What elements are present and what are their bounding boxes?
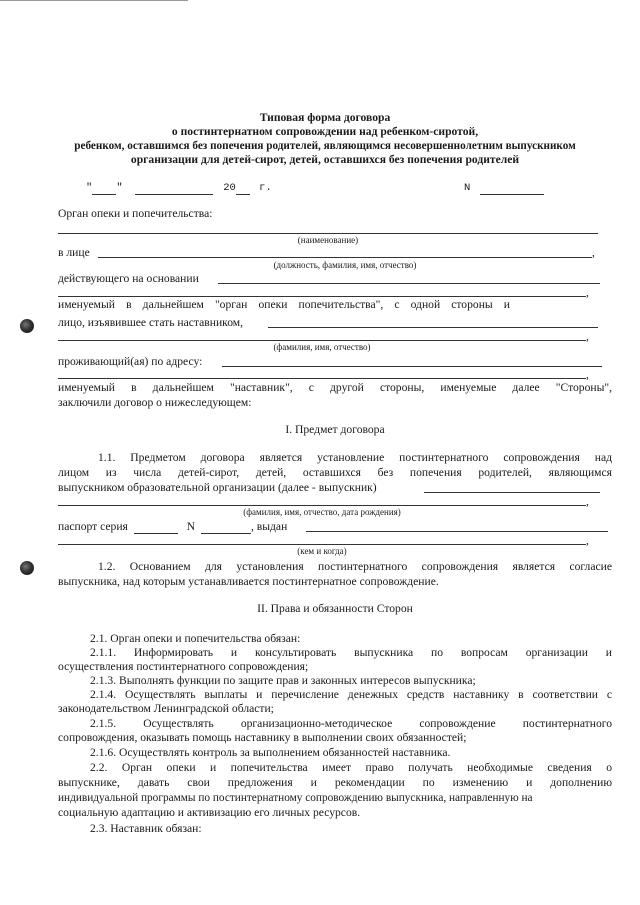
doc-title-line-2: о постинтернатном сопровождении над ребенком-сиротой, [171,125,479,138]
in-person-label: в лице [58,246,90,259]
clause-2-1: 2.1. Орган опеки и попечительства обязан: [90,632,301,645]
clause-2-1-4-line-1: 2.1.4. Осуществлять выплаты и перечисление денежных средств наставнику в соответствии с [90,688,612,701]
month-field[interactable] [135,183,213,195]
concluded-text: заключили договор о нижеследующем: [58,396,252,409]
named-mentor-text: именуемый в дальнейшем "наставник", с другой стороны, именуемые далее "Стороны", [58,381,612,394]
clause-2-1-5-line-2: сопровождения, оказывать помощь наставнику в выполнении своих обязанностей; [58,731,467,744]
address-field[interactable] [222,366,602,367]
clause-2-1-6: 2.1.6. Осуществлять контроль за выполнением обязанностей наставника. [90,746,451,759]
mentor-label: лицо, изъявившее стать наставником, [58,316,244,329]
mentor-field[interactable] [268,327,598,328]
address-field-2[interactable] [58,378,586,379]
basis-label: действующего на основании [58,272,199,285]
scan-edge-line [0,0,188,1]
clause-2-1-3: 2.1.3. Выполнять функции по защите прав и законных интересов выпускника; [90,674,476,687]
clause-2-1-4-line-2: законодательством Ленинградской области; [58,702,274,715]
clause-1-1-line-3: выпускником образовательной организации (далее - выпускник) [58,481,377,494]
clause-1-1-line-2: лицом из числа детей-сирот, детей, оставшихся без попечения родителей, являющимся [58,466,612,479]
clause-2-2-line-4: социальную адаптацию и активизацию его личных ресурсов. [58,806,361,819]
graduate-field-2[interactable] [58,505,586,506]
issued-field[interactable] [306,531,608,532]
clause-2-2-line-2: выпускнике, давать свои предложения и рекомендации по изменению и дополнению [58,776,612,789]
passport-series-field[interactable] [134,522,178,534]
mentor-field-2[interactable] [58,340,586,341]
date-line: " " 20 г. [86,182,272,194]
address-label: проживающий(ая) по адресу: [58,355,203,368]
contract-number-field[interactable] [480,183,544,195]
clause-2-3: 2.3. Наставник обязан: [90,822,202,835]
section-1-heading: I. Предмет договора [285,423,385,436]
authority-name-field[interactable] [58,233,598,234]
clause-2-2-line-3: индивидуальной программы по постинтернатному сопровождению выпускника, направленную на [58,792,533,804]
clause-2-1-5-line-1: 2.1.5. Осуществлять организационно-методическое сопровождение постинтернатного [90,717,612,730]
in-person-field[interactable] [98,257,592,258]
basis-field-2[interactable] [58,296,586,297]
clause-1-1-line-1: 1.1. Предметом договора является установление постинтернатного сопровождения над [98,451,612,464]
punch-hole-bottom [20,561,34,575]
caption-name: (наименование) [297,235,359,245]
issued-field-2[interactable] [58,544,586,545]
clause-1-2-line-1: 1.2. Основанием для установления постинтернатного сопровождения является согласие [98,560,612,573]
named-authority-text: именуемый в дальнейшем "орган опеки попечительства", с одной стороны и [58,298,510,311]
punch-hole-top [20,319,34,333]
caption-who-when: (кем и когда) [297,546,347,556]
clause-2-2-line-1: 2.2. Орган опеки и попечительства имеет право получать необходимые сведения о [90,761,612,774]
contract-number: N [464,181,544,195]
passport-number-field[interactable] [201,522,251,534]
section-2-heading: II. Права и обязанности Сторон [257,602,413,615]
doc-title-line-3: ребенком, оставшимся без попечения родителей, являющимся несовершеннолетним выпускником [74,140,576,152]
authority-label: Орган опеки и попечительства: [58,207,213,220]
caption-fio-dob: (фамилия, имя, отчество, дата рождения) [243,507,401,517]
doc-title-line-4: организации для детей-сирот, детей, оставшихся без попечения родителей [130,153,520,166]
passport-line: паспорт серия N , выдан [58,520,288,533]
doc-title: Типовая форма договора [259,111,391,124]
clause-2-1-1-line-2: осуществления постинтернатного сопровождения; [58,660,309,673]
caption-position: (должность, фамилия, имя, отчество) [273,260,417,270]
caption-fio: (фамилия, имя, отчество) [273,342,371,352]
basis-field[interactable] [218,283,600,284]
year-field[interactable] [236,183,250,195]
graduate-field[interactable] [424,492,600,493]
clause-1-2-line-2: выпускника, над которым устанавливается постинтернатное сопровождение. [58,575,439,588]
clause-2-1-1-line-1: 2.1.1. Информировать и консультировать выпускника по вопросам организации и [90,646,612,659]
day-field[interactable] [92,183,116,195]
